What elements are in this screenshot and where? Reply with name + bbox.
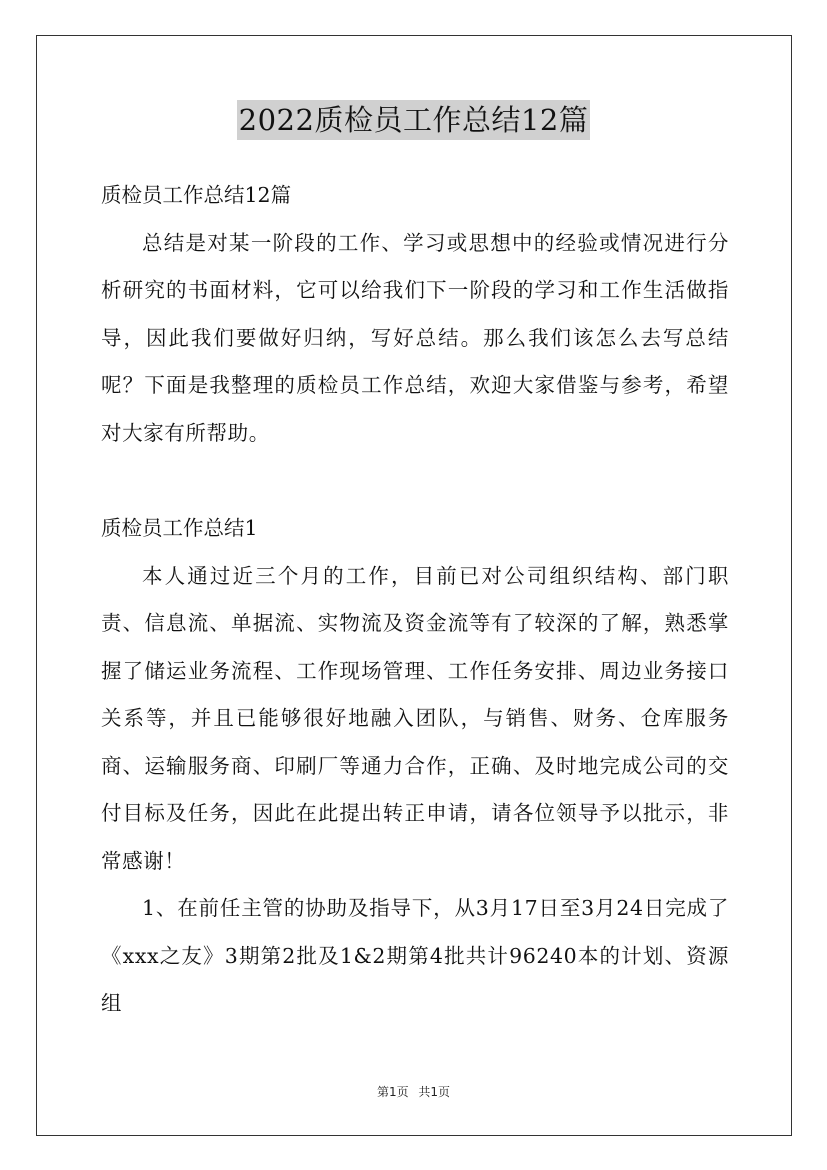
page-footer (0, 1083, 827, 1100)
document-body (101, 172, 729, 1028)
intro-paragraph: 总结是对某一阶段的工作、学习或思想中的经验或情况进行分析研究的书面材料，它可以给我们下一阶段的学习和工作生活做指导，因此我们要做好归纳，写好总结。那么我们该怎么去写总结呢？下面是我整理的质检员工作总结，欢迎大家借鉴与参考，希望对大家有所帮助。 (101, 230, 729, 445)
total-pages: 共1页 (418, 1085, 451, 1099)
section-heading: 质检员工作总结1 (101, 516, 258, 540)
document-title: 2022质检员工作总结12篇 (237, 100, 591, 140)
title-container (0, 100, 827, 140)
section-paragraph-1: 本人通过近三个月的工作，目前已对公司组织结构、部门职责、信息流、单据流、实物流及资金流等有了较深的了解，熟悉掌握了储运业务流程、工作现场管理、工作任务安排、周边业务接口关系等，并且已能够很好地融入团队，与销售、财务、仓库服务商、运输服务商、印刷厂等通力合作，正确、及时地完成公司的交付目标及任务，因此在此提出转正申请，请各位领导予以批示，非常感谢！ (101, 563, 729, 873)
page-number: 第1页 (376, 1085, 409, 1099)
spacer (101, 457, 729, 505)
document-subtitle: 质检员工作总结12篇 (101, 183, 292, 207)
section-paragraph-2: 1、在前任主管的协助及指导下，从3月17日至3月24日完成了《xxx之友》3期第2批及1&2期第4批共计96240本的计划、资源组 (101, 896, 729, 1015)
